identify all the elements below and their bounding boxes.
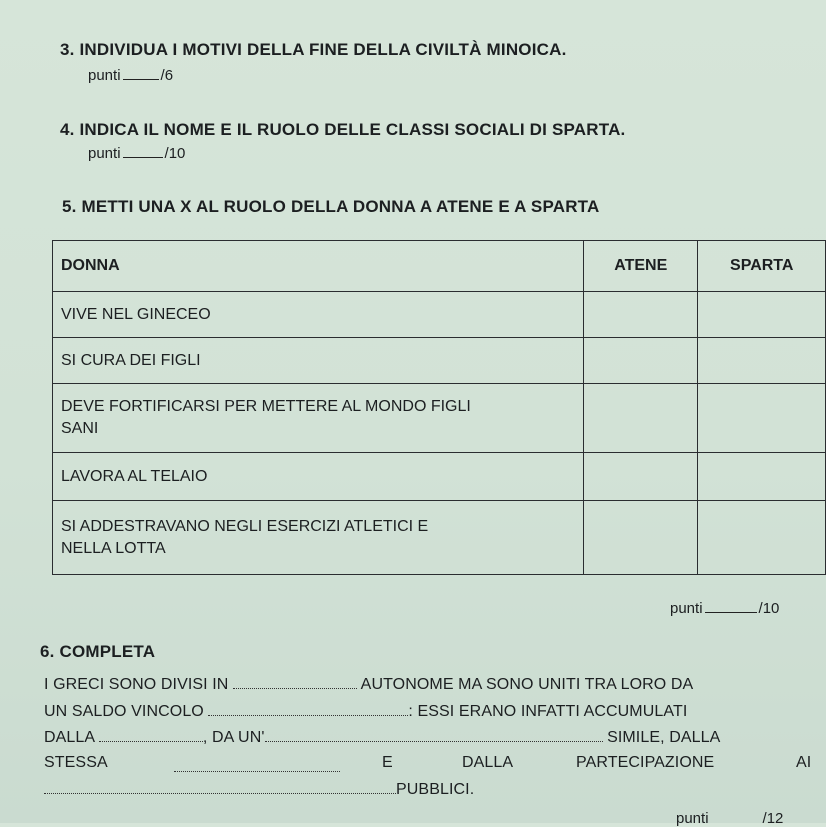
atene-checkbox-cell[interactable] bbox=[584, 384, 698, 453]
fill-blank[interactable] bbox=[44, 780, 396, 794]
atene-checkbox-cell[interactable] bbox=[584, 501, 698, 575]
score-blank[interactable] bbox=[711, 809, 761, 823]
table-row bbox=[53, 292, 826, 338]
question-6-title: 6. COMPLETA bbox=[40, 642, 156, 661]
sparta-checkbox-cell[interactable] bbox=[698, 338, 826, 384]
score-blank[interactable] bbox=[123, 143, 163, 158]
score-max: /10 bbox=[758, 600, 780, 617]
atene-checkbox-cell[interactable] bbox=[584, 292, 698, 338]
role-line: NELLA LOTTA bbox=[61, 539, 166, 557]
fill-blank[interactable] bbox=[265, 728, 603, 742]
fill-text: , DA UN' bbox=[202, 729, 265, 746]
fill-text: I GRECI SONO DIVISI IN bbox=[44, 676, 229, 693]
table-header-row bbox=[53, 241, 826, 292]
sparta-checkbox-cell[interactable] bbox=[698, 501, 826, 575]
fill-line-3 bbox=[44, 728, 720, 747]
sparta-checkbox-cell[interactable] bbox=[698, 384, 826, 453]
question-4-title: 4. INDICA IL NOME E IL RUOLO DELLE CLASSI SOCIALI DI SPARTA. bbox=[60, 120, 626, 139]
score-label: punti bbox=[88, 145, 121, 162]
fill-line-5 bbox=[44, 780, 474, 799]
header-atene: ATENE bbox=[584, 241, 698, 292]
question-5-score bbox=[670, 598, 779, 617]
role-cell: VIVE NEL GINECEO bbox=[53, 292, 584, 338]
fill-line-2 bbox=[44, 702, 687, 721]
question-5-title: 5. METTI UNA X AL RUOLO DELLA DONNA A ATENE E A SPARTA bbox=[62, 197, 600, 216]
question-6-score bbox=[676, 809, 783, 827]
score-max: /12 bbox=[762, 810, 784, 827]
table-row bbox=[53, 501, 826, 575]
role-cell: SI CURA DEI FIGLI bbox=[53, 338, 584, 384]
table-row bbox=[53, 384, 826, 453]
role-cell bbox=[53, 384, 584, 453]
fill-text: STESSA bbox=[44, 754, 108, 771]
header-sparta: SPARTA bbox=[698, 241, 826, 292]
question-3-title: 3. INDIVIDUA I MOTIVI DELLA FINE DELLA CIVILTÀ MINOICA. bbox=[60, 40, 567, 59]
question-3-score bbox=[88, 65, 173, 84]
fill-text: : ESSI ERANO INFATTI ACCUMULATI bbox=[408, 703, 688, 720]
role-line: SANI bbox=[61, 420, 99, 437]
atene-checkbox-cell[interactable] bbox=[584, 453, 698, 501]
score-max: /10 bbox=[164, 145, 186, 162]
role-cell: LAVORA AL TELAIO bbox=[53, 453, 584, 501]
score-blank[interactable] bbox=[123, 65, 159, 80]
sparta-checkbox-cell[interactable] bbox=[698, 453, 826, 501]
women-role-table bbox=[52, 240, 826, 575]
fill-text: DALLA bbox=[462, 754, 514, 771]
fill-text: AI bbox=[796, 754, 812, 771]
fill-blank[interactable] bbox=[233, 675, 357, 689]
atene-checkbox-cell[interactable] bbox=[584, 338, 698, 384]
question-4-score bbox=[88, 143, 185, 162]
fill-text: E bbox=[382, 754, 393, 771]
role-line: DEVE FORTIFICARSI PER METTERE AL MONDO FIGLI bbox=[61, 398, 471, 415]
fill-blank[interactable] bbox=[208, 702, 408, 716]
score-label: punti bbox=[670, 600, 703, 617]
fill-text: AUTONOME MA SONO UNITI TRA LORO DA bbox=[360, 676, 694, 693]
fill-text: UN SALDO VINCOLO bbox=[44, 703, 204, 720]
score-blank[interactable] bbox=[705, 598, 757, 613]
fill-text: PUBBLICI. bbox=[396, 781, 475, 798]
score-label: punti bbox=[88, 67, 121, 84]
fill-text: PARTECIPAZIONE bbox=[576, 754, 715, 771]
header-donna: DONNA bbox=[53, 241, 584, 292]
role-cell bbox=[53, 501, 584, 575]
score-label: punti bbox=[676, 810, 709, 827]
fill-blank[interactable] bbox=[174, 758, 340, 772]
fill-text: DALLA bbox=[44, 729, 95, 746]
fill-blank[interactable] bbox=[99, 728, 203, 742]
fill-text: SIMILE, DALLA bbox=[607, 729, 721, 746]
sparta-checkbox-cell[interactable] bbox=[698, 292, 826, 338]
role-line: SI ADDESTRAVANO NEGLI ESERCIZI ATLETICI E bbox=[61, 517, 429, 535]
table-row bbox=[53, 338, 826, 384]
score-max: /6 bbox=[160, 67, 174, 84]
table-row bbox=[53, 453, 826, 501]
fill-line-1 bbox=[44, 675, 693, 694]
